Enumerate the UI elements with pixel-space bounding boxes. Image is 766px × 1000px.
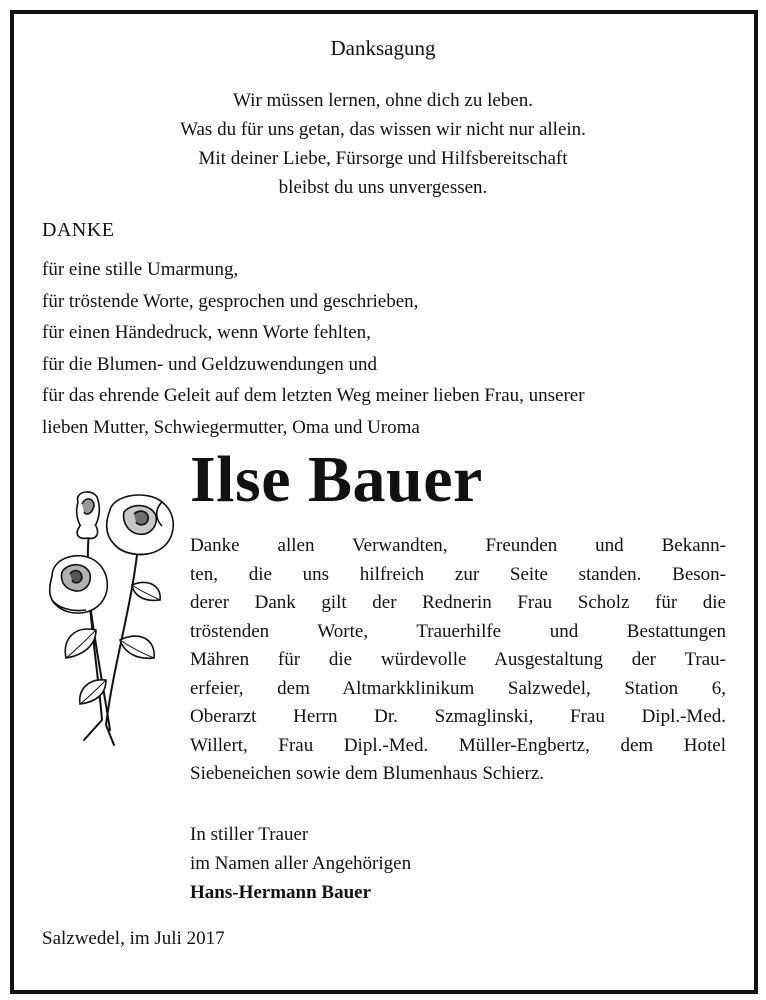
closing-block (190, 820, 411, 907)
poem (0, 86, 766, 202)
thanks-paragraph (190, 532, 726, 789)
paragraph-line: erfeier, dem Altmarkklinikum Salzwedel, Station 6, (190, 677, 726, 699)
poem-line: bleibst du uns unvergessen. (278, 177, 488, 198)
paragraph-line: Willert, Frau Dipl.-Med. Müller-Engbertz, dem Hotel (190, 734, 726, 756)
thanks-line: für das ehrende Geleit auf dem letzten Weg meiner lieben Frau, unserer (42, 385, 585, 406)
roses-icon (44, 490, 184, 750)
thanks-list (42, 254, 742, 443)
place-date: Salzwedel, im Juli 2017 (42, 928, 225, 949)
closing-line: im Namen aller Angehörigen (190, 853, 412, 874)
thanks-line: für einen Händedruck, wenn Worte fehlten, (42, 322, 371, 343)
paragraph-line: Danke allen Verwandten, Freunden und Bekann- (190, 535, 726, 556)
thanks-line: für tröstende Worte, gesprochen und geschrieben, (42, 290, 419, 312)
thanks-line: für eine stille Umarmung, (42, 259, 239, 280)
paragraph-line: derer Dank gilt der Rednerin Frau Scholz für die (190, 592, 726, 613)
closing-line: In stiller Trauer (190, 824, 309, 845)
danke-heading: DANKE (42, 219, 115, 241)
thanks-line: für die Blumen- und Geldzuwendungen und (42, 353, 378, 375)
poem-line: Mit deiner Liebe, Fürsorge und Hilfsbereitschaft (198, 148, 568, 169)
paragraph-line: Oberarzt Herrn Dr. Szmaglinski, Frau Dipl.-Med. (190, 706, 726, 727)
paragraph-line: tröstenden Worte, Trauerhilfe und Bestattungen (190, 620, 726, 642)
paragraph-line: Mähren für die würdevolle Ausgestaltung der Trau- (190, 649, 726, 670)
poem-line: Wir müssen lernen, ohne dich zu leben. (233, 90, 533, 111)
paragraph-line: ten, die uns hilfreich zur Seite standen. Beson- (190, 563, 726, 585)
thanks-line: lieben Mutter, Schwiegermutter, Oma und Uroma (42, 416, 420, 438)
paragraph-line: Siebeneichen sowie dem Blumenhaus Schierz. (190, 763, 545, 784)
deceased-name: Ilse Bauer (190, 443, 483, 516)
poem-line: Was du für uns getan, das wissen wir nicht nur allein. (180, 119, 586, 140)
signer-name: Hans-Hermann Bauer (190, 882, 372, 903)
notice-title: Danksagung (330, 36, 436, 60)
